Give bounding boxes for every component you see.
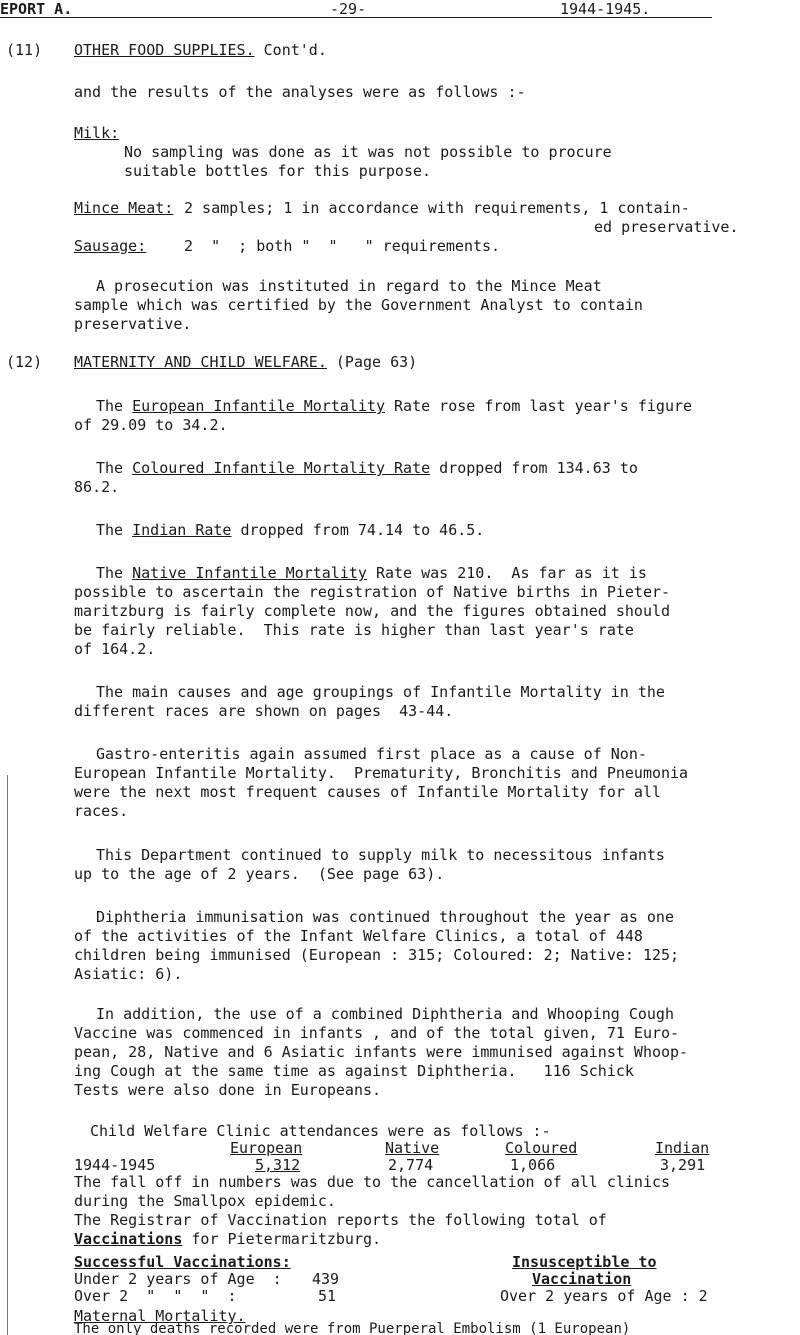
section-11-number: (11) — [6, 41, 43, 59]
native-rate-line-2: possible to ascertain the registration of Native births in Pieter- — [74, 583, 671, 601]
insusceptible-row-over-2: Over 2 years of Age : 2 — [500, 1287, 708, 1305]
milk-line-2: suitable bottles for this purpose. — [124, 162, 432, 180]
successful-vaccinations-title: Successful Vaccinations: — [74, 1253, 291, 1271]
european-rate-term: European Infantile Mortality — [132, 397, 385, 415]
native-rate-line-3: maritzburg is fairly complete now, and the figures obtained should — [74, 602, 671, 620]
section-11-heading — [74, 41, 327, 60]
coloured-rate-line-1 — [96, 459, 638, 478]
successful-row-over-2: Over 2 " " " : — [74, 1287, 237, 1305]
mince-meat-text: 2 samples; 1 in accordance with requirements, 1 contain- — [184, 199, 690, 217]
section-12-page-ref: (Page 63) — [335, 353, 418, 371]
analyses-intro: and the results of the analyses were as follows :- — [74, 83, 526, 101]
margin-binding-line — [7, 775, 8, 1335]
prosecution-line-2: sample which was certified by the Government Analyst to contain — [74, 296, 643, 314]
addition-line-5: Tests were also done in Europeans. — [74, 1081, 382, 1099]
page-number: -29- — [330, 0, 367, 18]
vaccinations-term: Vaccinations — [74, 1230, 183, 1248]
clinic-intro: Child Welfare Clinic attendances were as follows :- — [90, 1122, 551, 1140]
indian-rate-line — [96, 521, 484, 540]
indian-rate-term: Indian Rate — [132, 521, 232, 539]
section-12-heading — [74, 353, 417, 372]
col-header-native: Native — [385, 1139, 440, 1157]
native-rate-term: Native Infantile Mortality — [132, 564, 367, 582]
insusceptible-title-1: Insusceptible to — [512, 1253, 657, 1271]
section-11-cont: Cont'd. — [263, 41, 327, 59]
clinic-year: 1944-1945 — [74, 1156, 156, 1174]
fall-off-line-2: during the Smallpox epidemic. — [74, 1192, 336, 1210]
clinic-value-european: 5,312 — [255, 1156, 301, 1174]
milk-supply-line-2: up to the age of 2 years. (See page 63). — [74, 865, 445, 883]
native-rate-line-5: of 164.2. — [74, 640, 156, 658]
diphtheria-line-3: children being immunised (European : 315; Coloured: 2; Native: 125; — [74, 946, 680, 964]
causes-line-2: different races are shown on pages 43-44. — [74, 702, 454, 720]
registrar-line-2 — [74, 1230, 381, 1249]
native-rate-line-1 — [96, 564, 647, 583]
european-rate-line-1 — [96, 397, 692, 416]
fall-off-line-1: The fall off in numbers was due to the cancellation of all clinics — [74, 1173, 671, 1191]
indian-rate-suffix: dropped from 74.14 to 46.5. — [231, 521, 485, 539]
mince-meat-label: Mince Meat: — [74, 199, 174, 217]
col-header-coloured: Coloured — [505, 1139, 578, 1157]
coloured-rate-prefix: The — [96, 459, 133, 477]
mince-meat-text-2: ed preservative. — [594, 218, 739, 236]
insusceptible-title-2: Vaccination — [532, 1270, 632, 1288]
successful-value-over-2: 51 — [318, 1287, 337, 1305]
coloured-rate-suffix: dropped from 134.63 to — [430, 459, 638, 477]
european-rate-suffix: Rate rose from last year's figure — [385, 397, 693, 415]
col-header-indian: Indian — [655, 1139, 710, 1157]
indian-rate-prefix: The — [96, 521, 133, 539]
gastro-line-1: Gastro-enteritis again assumed first place as a cause of Non- — [96, 745, 647, 763]
diphtheria-line-4: Asiatic: 6). — [74, 965, 183, 983]
section-11-title: OTHER FOOD SUPPLIES. — [74, 41, 255, 59]
clinic-value-indian: 3,291 — [660, 1156, 706, 1174]
sausage-text: 2 " ; both " " " requirements. — [184, 237, 501, 255]
gastro-line-2: European Infantile Mortality. Prematurity, Bronchitis and Pneumonia — [74, 764, 689, 782]
coloured-rate-term: Coloured Infantile Mortality Rate — [132, 459, 431, 477]
coloured-rate-line-2: 86.2. — [74, 478, 120, 496]
report-years: 1944-1945. — [560, 0, 651, 18]
gastro-line-3: were the next most frequent causes of Infantile Mortality for all — [74, 783, 661, 801]
report-label: EPORT A. — [0, 0, 73, 18]
section-12-number: (12) — [6, 353, 43, 371]
successful-value-under-2: 439 — [312, 1270, 340, 1288]
clinic-value-coloured: 1,066 — [510, 1156, 556, 1174]
milk-line-1: No sampling was done as it was not possible to procure — [124, 143, 612, 161]
prosecution-line-3: preservative. — [74, 315, 192, 333]
successful-row-under-2: Under 2 years of Age : — [74, 1270, 282, 1288]
milk-supply-line-1: This Department continued to supply milk to necessitous infants — [96, 846, 665, 864]
european-rate-line-2: of 29.09 to 34.2. — [74, 416, 228, 434]
header-rule — [0, 17, 712, 18]
maternal-line-1: The only deaths recorded were from Puerperal Embolism (1 European) — [74, 1321, 631, 1335]
diphtheria-line-1: Diphtheria immunisation was continued throughout the year as one — [96, 908, 674, 926]
section-12-title: MATERNITY AND CHILD WELFARE. — [74, 353, 327, 371]
prosecution-line-1: A prosecution was instituted in regard to the Mince Meat — [96, 277, 602, 295]
sausage-label: Sausage: — [74, 237, 147, 255]
addition-line-3: pean, 28, Native and 6 Asiatic infants were immunised against Whoop- — [74, 1043, 689, 1061]
addition-line-4: ing Cough at the same time as against Diphtheria. 116 Schick — [74, 1062, 634, 1080]
gastro-line-4: races. — [74, 802, 129, 820]
diphtheria-line-2: of the activities of the Infant Welfare Clinics, a total of 448 — [74, 927, 643, 945]
addition-line-1: In addition, the use of a combined Diphtheria and Whooping Cough — [96, 1005, 674, 1023]
native-rate-prefix: The — [96, 564, 133, 582]
addition-line-2: Vaccine was commenced in infants , and of the total given, 71 Euro- — [74, 1024, 680, 1042]
native-rate-line-4: be fairly reliable. This rate is higher than last year's rate — [74, 621, 634, 639]
maternal-mortality-title: Maternal Mortality. — [74, 1307, 246, 1325]
clinic-value-native: 2,774 — [388, 1156, 434, 1174]
registrar-line-2-suffix: for Pietermaritzburg. — [182, 1230, 382, 1248]
native-rate-suffix: Rate was 210. As far as it is — [366, 564, 647, 582]
page-header — [0, 0, 800, 24]
european-rate-prefix: The — [96, 397, 133, 415]
milk-label: Milk: — [74, 124, 120, 142]
causes-line-1: The main causes and age groupings of Infantile Mortality in the — [96, 683, 665, 701]
col-header-european: European — [230, 1139, 303, 1157]
registrar-line-1: The Registrar of Vaccination reports the following total of — [74, 1211, 607, 1229]
